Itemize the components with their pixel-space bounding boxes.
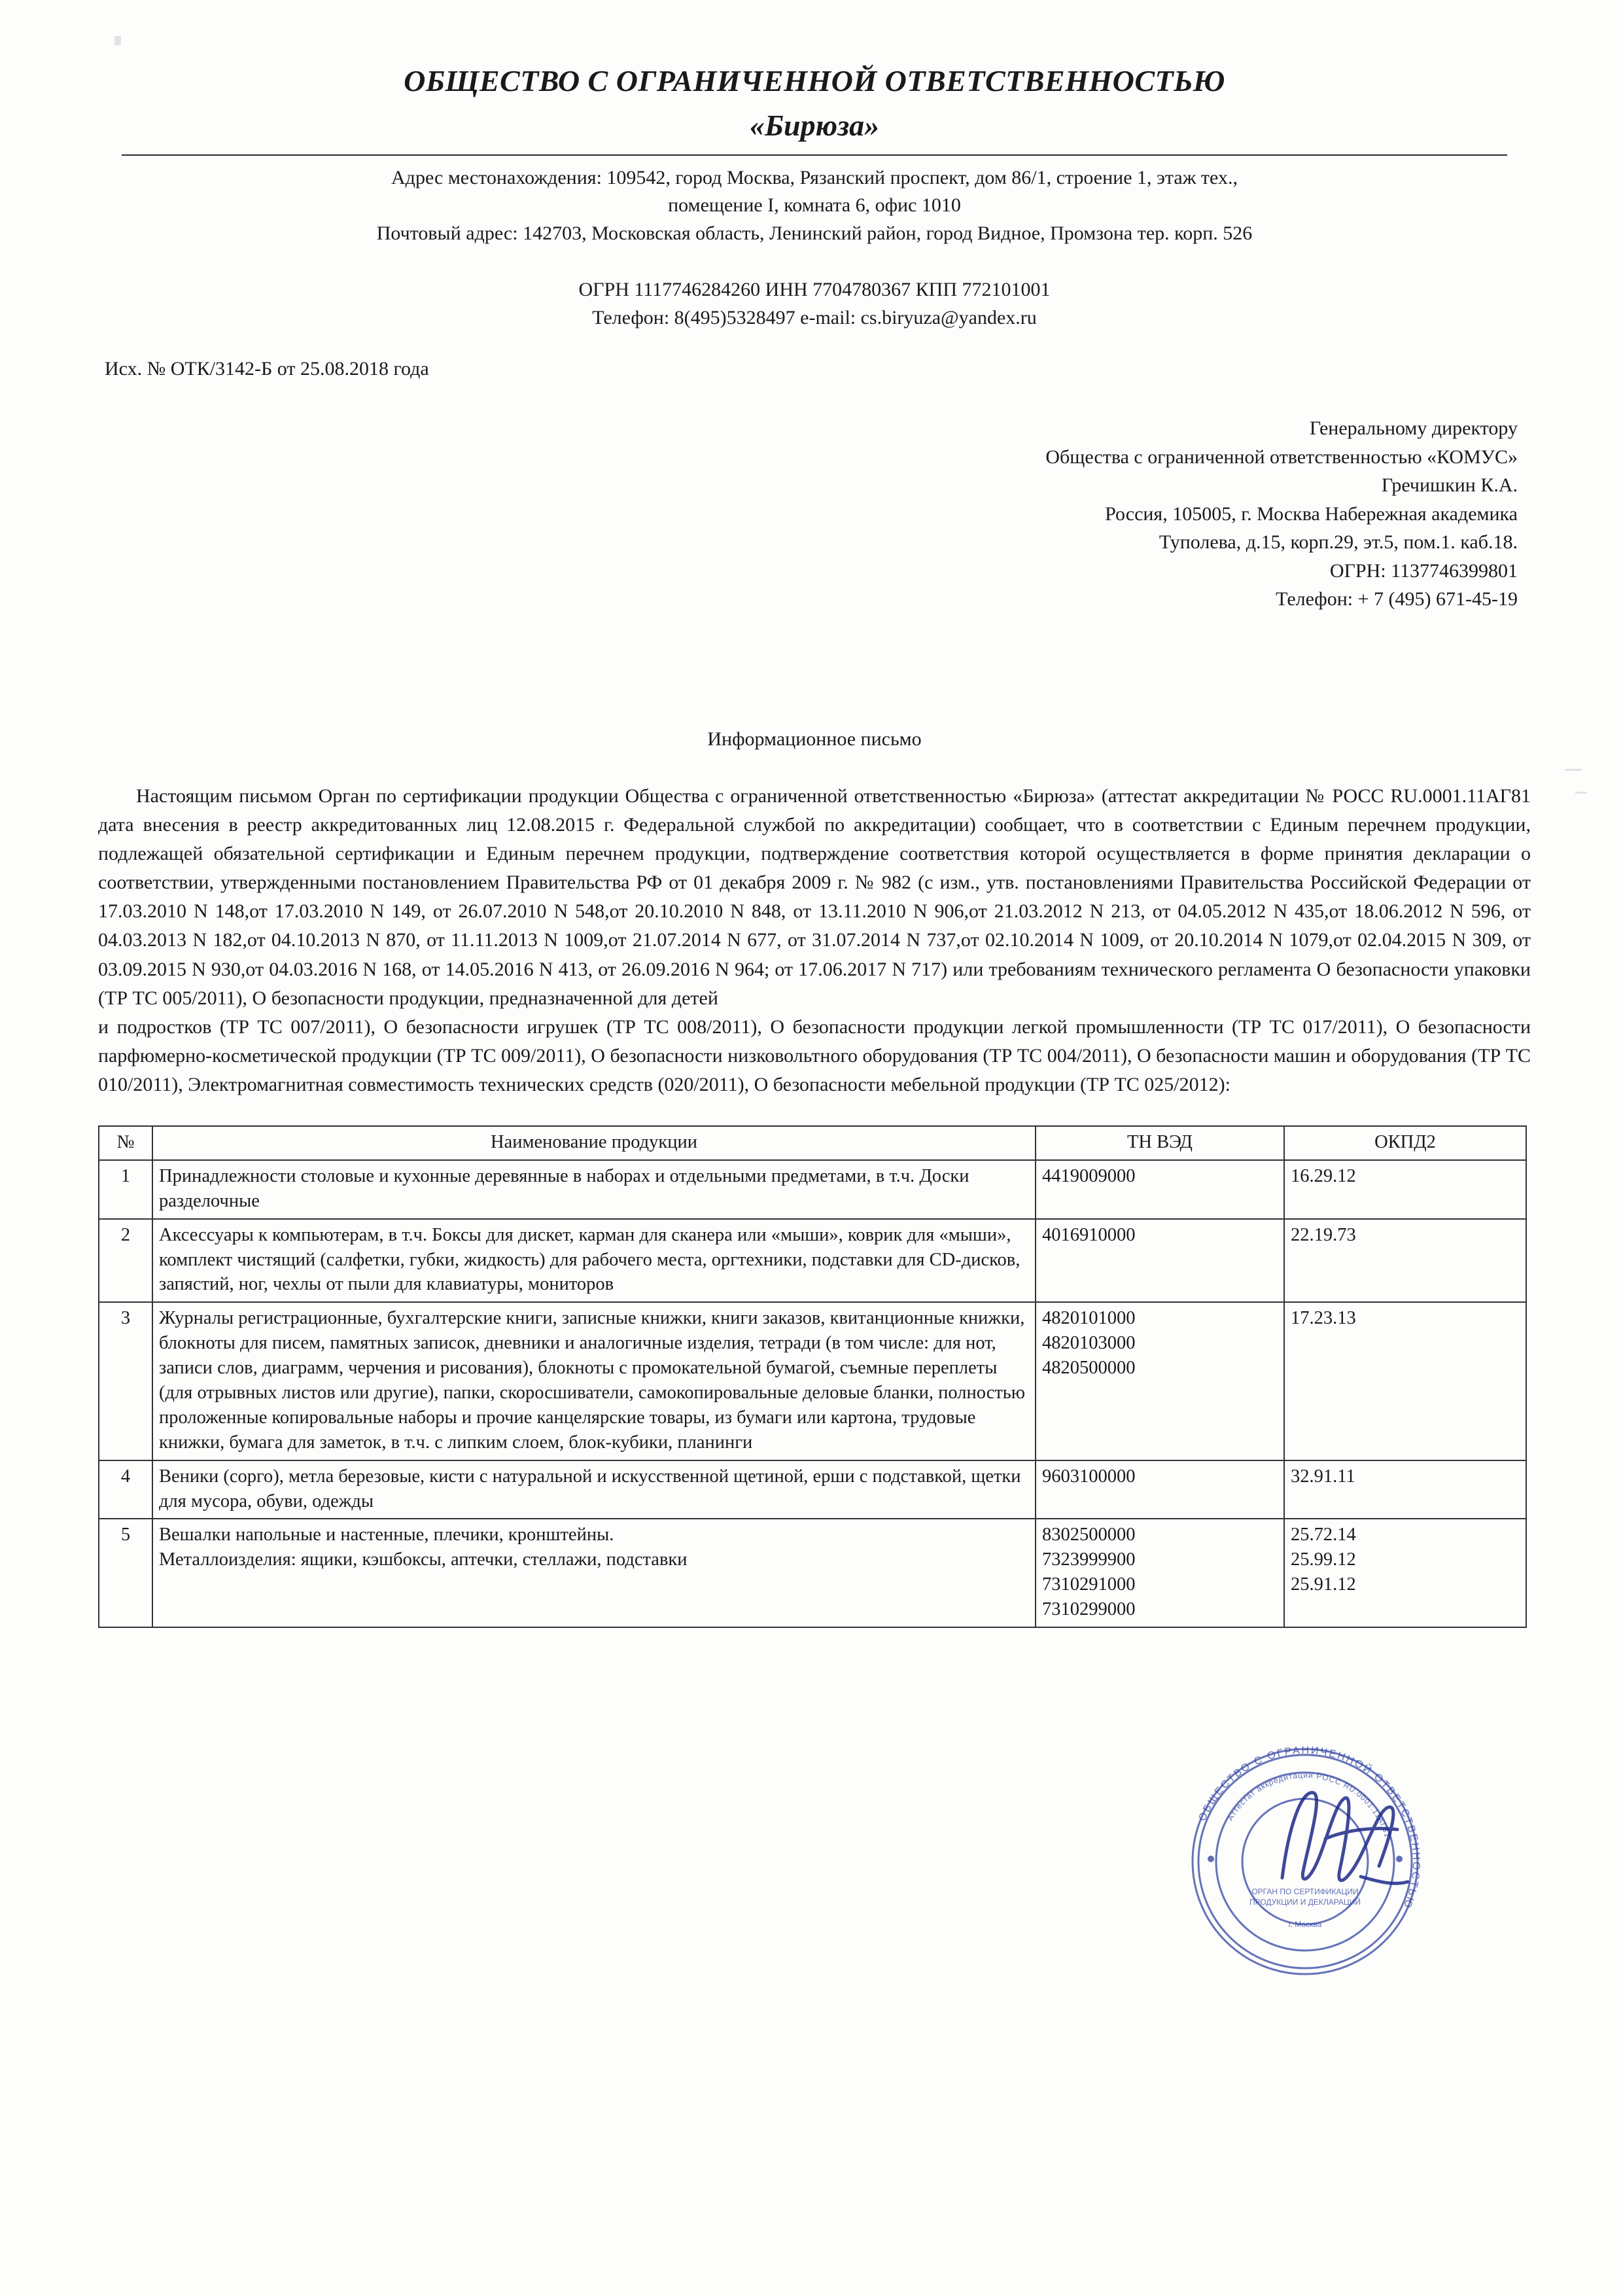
cell-number: 2 — [99, 1219, 152, 1303]
table-row — [99, 1460, 1526, 1519]
okpd-code: 25.99.12 — [1291, 1549, 1356, 1570]
table-row — [99, 1160, 1526, 1219]
cell-okpd — [1284, 1160, 1526, 1219]
contact-line: Телефон: 8(495)5328497 e-mail: cs.biryuza@yandex.ru — [592, 306, 1037, 328]
cell-text-line: Принадлежности столовые и кухонные деревянные в наборах и отдельными предметами, в т.ч. Доски разделочные — [159, 1165, 969, 1211]
organization-title-line2: «Бирюза» — [749, 108, 880, 142]
cell-okpd — [1284, 1519, 1526, 1627]
svg-text:г. Москва: г. Москва — [1288, 1920, 1322, 1929]
table-body — [99, 1160, 1526, 1627]
cell-text-line: Аксессуары к компьютерам, в т.ч. Боксы для дискет, карман для сканера или «мыши», коврик для «мыши», комплект чистящий (салфетки, губки, жидкость) для рабочего места, оргтехники, подставки для CD-дисков, запястий, ног, чехлы от пыли для клавиатуры, мониторов — [159, 1224, 1021, 1295]
scan-speck — [1565, 769, 1582, 771]
addressee-line-5: Туполева, д.15, корп.29, эт.5, пом.1. каб.18. — [1159, 531, 1518, 554]
cell-okpd — [1284, 1460, 1526, 1519]
address-line-1: Адрес местонахождения: 109542, город Москва, Рязанский проспект, дом 86/1, строение 1, этаж тех., — [391, 166, 1238, 188]
table-header-num: № — [99, 1126, 152, 1160]
header-divider — [122, 154, 1507, 156]
address-line-3: Почтовый адрес: 142703, Московская область, Ленинский район, город Видное, Промзона тер. корп. 526 — [376, 222, 1253, 244]
table-row — [99, 1302, 1526, 1460]
cell-okpd — [1284, 1302, 1526, 1460]
table-header-row — [99, 1126, 1526, 1160]
addressee-line-4: Россия, 105005, г. Москва Набережная академика — [1105, 503, 1518, 525]
cell-number: 3 — [99, 1302, 152, 1460]
registration-block — [98, 276, 1531, 332]
okpd-code: 16.29.12 — [1291, 1165, 1356, 1186]
okpd-code: 22.19.73 — [1291, 1224, 1356, 1245]
svg-text:ПРОДУКЦИИ И ДЕКЛАРАЦИЙ: ПРОДУКЦИИ И ДЕКЛАРАЦИЙ — [1249, 1898, 1361, 1907]
okpd-code: 25.72.14 — [1291, 1525, 1356, 1545]
registration-line-1: ОГРН 1117746284260 ИНН 7704780367 КПП 772101001 — [578, 279, 1051, 301]
letter-body — [98, 782, 1531, 1099]
cell-tnved — [1036, 1160, 1284, 1219]
okpd-code: 32.91.11 — [1291, 1466, 1355, 1487]
tnved-code: 4820500000 — [1042, 1358, 1136, 1379]
table-header-okpd: ОКПД2 — [1284, 1126, 1526, 1160]
tnved-code: 7323999900 — [1042, 1549, 1136, 1570]
letter-paragraph-2: и подростков (ТР ТС 007/2011), О безопасности игрушек (ТР ТС 008/2011), О безопасности продукции легкой промышленности (ТР ТС 017/2011), О безопасности парфюмерно-косметической продукции (ТР ТС 009/2011), О безопасности низковольтного оборудования (ТР ТС 004/2011), О безопасности машин и оборудования (ТР ТС 010/2011), Электромагнитная совместимость технических средств (020/2011), О безопасности мебельной продукции (ТР ТС 025/2012): — [98, 1016, 1531, 1095]
cell-number: 4 — [99, 1460, 152, 1519]
cell-okpd — [1284, 1219, 1526, 1303]
table-header-name: Наименование продукции — [152, 1126, 1036, 1160]
cell-product-name — [152, 1460, 1036, 1519]
cell-text-line: Вешалки напольные и настенные, плечики, кронштейны. — [159, 1525, 614, 1545]
cell-product-name — [152, 1519, 1036, 1627]
cell-product-name — [152, 1219, 1036, 1303]
cell-product-name — [152, 1302, 1036, 1460]
cell-number: 1 — [99, 1160, 152, 1219]
tnved-code: 7310299000 — [1042, 1599, 1136, 1620]
address-block — [98, 164, 1531, 248]
svg-text:ОРГАН ПО СЕРТИФИКАЦИИ: ОРГАН ПО СЕРТИФИКАЦИИ — [1251, 1887, 1359, 1896]
cell-text-line: Веники (сорго), метла березовые, кисти с натуральной и искусственной щетиной, ерши с подставкой, щетки для мусора, обуви, одежды — [159, 1466, 1021, 1511]
tnved-code: 4016910000 — [1042, 1224, 1136, 1245]
certification-stamp — [1174, 1731, 1436, 1992]
okpd-code: 25.91.12 — [1291, 1574, 1356, 1595]
svg-text:ОБЩЕСТВО С ОГРАНИЧЕННОЙ ОТВ: ОБЩЕСТВО С ОГРАНИЧЕННОЙ ОТВЕТСТВЕННОСТЬЮ — [1196, 1744, 1422, 1911]
products-table — [98, 1125, 1527, 1628]
table-header-tnved: ТН ВЭД — [1036, 1126, 1284, 1160]
letter-paragraph-1: Настоящим письмом Орган по сертификации продукции Общества с ограниченной ответственностью «Бирюза» (аттестат аккредитации № РОСС RU.0001.11АГ81 дата внесения в реестр аккредитованных лиц 12.08.2015 г. Федеральной службой по аккредитации) сообщает, что в соответствии с Единым перечнем продукции, подлежащей обязательной сертификации и Единым перечнем продукции, подтверждение соответствия которой осуществляется в форме принятия декларации о соответствии, утвержденными постановлением Правительства РФ от 01 декабря 2009 г. № 982 (с изм., утв. постановлениями Правительства Российской Федерации от 17.03.2010 N 148,от 17.03.2010 N 149, от 26.07.2010 N 548,от 20.10.2010 N 848, от 13.11.2010 N 906,от 21.03.2012 N 213, от 04.05.2012 N 435,от 18.06.2012 N 596, от 04.03.2013 N 182,от 04.10.2013 N 870, от 11.11.2013 N 1009,от 21.07.2014 N 677, от 31.07.2014 N 737,от 02.10.2014 N 1009, от 20.10.2014 N 1079,от 02.04.2015 N 309, от 03.09.2015 N 930,от 04.03.2016 N 168, от 14.05.2016 N 413, от 26.09.2016 N 964; от 17.06.2017 N 717) или требованиям технического регламента О безопасности упаковки (ТР ТС 005/2011), О безопасности продукции, предназначенной для детей — [98, 785, 1531, 1009]
cell-tnved — [1036, 1460, 1284, 1519]
tnved-code: 4820101000 — [1042, 1308, 1136, 1329]
tnved-code: 8302500000 — [1042, 1525, 1136, 1545]
addressee-line-1: Генеральному директору — [1309, 417, 1518, 440]
okpd-code: 17.23.13 — [1291, 1308, 1356, 1329]
outgoing-number: Исх. № ОТК/3142-Б от 25.08.2018 года — [105, 358, 429, 380]
addressee-block — [98, 414, 1531, 614]
tnved-code: 4419009000 — [1042, 1165, 1136, 1186]
table-row — [99, 1219, 1526, 1303]
cell-text-line: Металлоизделия: ящики, кэшбоксы, аптечки, стеллажи, подставки — [159, 1549, 688, 1570]
organization-title-line1: ОБЩЕСТВО С ОГРАНИЧЕННОЙ ОТВЕТСТВЕННОСТЬЮ — [404, 64, 1225, 97]
addressee-line-2: Общества с ограниченной ответственностью «КОМУС» — [1045, 446, 1518, 468]
tnved-code: 7310291000 — [1042, 1574, 1136, 1595]
svg-text:Аттестат аккредитации РОСС RU.: Аттестат аккредитации РОСС RU.0001.11АГ81 — [1225, 1770, 1393, 1839]
cell-product-name — [152, 1160, 1036, 1219]
addressee-line-6: ОГРН: 1137746399801 — [1329, 559, 1518, 582]
document-content — [98, 62, 1531, 1628]
address-line-2: помещение I, комната 6, офис 1010 — [668, 194, 961, 217]
letter-title: Информационное письмо — [707, 728, 922, 750]
tnved-code: 9603100000 — [1042, 1466, 1136, 1487]
tnved-code: 4820103000 — [1042, 1333, 1136, 1354]
table-row — [99, 1519, 1526, 1627]
scan-speck — [1575, 792, 1587, 794]
cell-tnved — [1036, 1219, 1284, 1303]
cell-tnved — [1036, 1519, 1284, 1627]
addressee-line-3: Гречишкин К.А. — [1381, 474, 1518, 497]
cell-tnved — [1036, 1302, 1284, 1460]
signature — [1263, 1767, 1433, 1917]
cell-text-line: Журналы регистрационные, бухгалтерские книги, записные книжки, книги заказов, квитанционные книжки, блокноты для писем, памятных записок, дневники и аналогичные изделия, тетради (в том числе: для нот, записи слов, диаграмм, черчения и рисования), блокноты с промокательной бумагой, съемные переплеты (для отрывных листов или другие), папки, скоросшиватели, самокопировальные деловые бланки, полностью проложенные копировальные наборы и прочие канцелярские товары, из бумаги или картона, трудовые книжки, бумага для заметок, в т.ч. с липким слоем, блок-кубики, планинги — [159, 1308, 1026, 1453]
scan-speck — [114, 36, 121, 45]
addressee-line-7: Телефон: + 7 (495) 671-45-19 — [1276, 588, 1518, 610]
cell-number: 5 — [99, 1519, 152, 1627]
